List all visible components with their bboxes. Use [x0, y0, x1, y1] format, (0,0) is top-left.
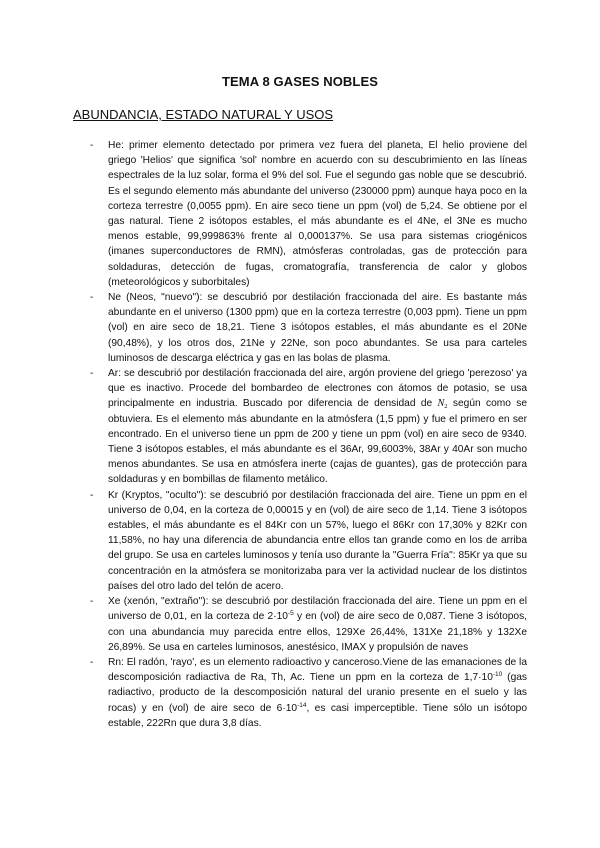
bullet-dash: - — [90, 489, 94, 501]
item-text: Ar: se descubrió por destilación fraccionada del aire, argón proviene del griego 'perezoso' ya que es inactivo. Procede del bombardeo de electrones con átomos de potasio, se usa principalmente en industria. Buscado por diferencia de densidad de — [108, 368, 527, 410]
list-item-neon — [90, 290, 527, 366]
list-item-krypton — [90, 488, 527, 594]
list-item-xenon — [90, 594, 527, 655]
bullet-dash: - — [90, 140, 94, 151]
item-text: Ne (Neos, "nuevo"): se descubrió por destilación fraccionada del aire. Es bastante más abundante en el universo (1300 ppm) que en la corteza terrestre (0,003 ppm). Tiene un ppm (vol) en aire seco de 18,21. Tiene 3 isótopos estables, el más abundante es el 20Ne (90,48%), y los otros dos, 21Ne y 22Ne, son poco abundantes. Se usa para carteles luminosos de descarga eléctrica y gas en las bolas de plasma. — [108, 292, 527, 364]
item-text: Kr (Kryptos, "oculto"): se descubrió por destilación fraccionada del aire. Tiene un ppm en el universo de 0,04, en la corteza de 0,00015 y en (vol) de aire seco de 1,14. Tiene 3 isótopos estables, el más abundante es el 84Kr con un 57%, luego el 86Kr con 17,30% y 82Kr con 11,58%, no hay una diferencia de abundancia entre ellos tan grande como en los de arriba del grupo. Se usa en carteles luminosos y tenía uso durante la "Guerra Fría": 85Kr ya que su concentración en la atmósfera se monitorizaba para ver la actividad nuclear de los distintos países del otro lado del telón de acero. — [108, 489, 527, 592]
element-list — [90, 138, 527, 731]
bullet-dash: - — [90, 596, 94, 608]
item-text: Rn: El radón, 'rayo', es un elemento radioactivo y canceroso.Viene de las emanaciones de la descomposición radiactiva de Ra, Th, Ac. Tiene un ppm en la corteza de 1,7·10 — [108, 656, 527, 684]
list-item-helium — [90, 138, 527, 290]
item-text: según como se obtuviera. Es el elemento más abundante en la atmósfera (1,5 ppm) y fue el primero en ser encontrado. En el universo tiene un ppm de 200 y tiene un ppm (vol) en aire seco de 9340. Tiene 3 isótopos estables, el más abundante es el 36Ar, 99,6003%, 38Ar y 40Ar son mucho menos abundantes. Se usa en atmósfera inerte (cajas de guantes), gas de protección para soldaduras y en bombillas de filamento metálico. — [108, 398, 527, 486]
exponent: -14 — [297, 701, 307, 709]
item-text: y en (vol) de aire seco de 0,087. Tiene 3 isótopos, con una abundancia muy parecida entre ellos, 129Xe 26,44%, 131Xe 21,18% y 132Xe 26,89%. Se usa en carteles luminosos, anestésico, IMAX y propulsión de naves — [108, 611, 527, 653]
formula-symbol: N — [437, 398, 445, 410]
list-item-argon — [90, 366, 527, 488]
section-heading: ABUNDANCIA, ESTADO NATURAL Y USOS — [73, 107, 334, 122]
bullet-dash: - — [90, 368, 94, 380]
bullet-dash: - — [90, 292, 94, 304]
item-text: He: primer elemento detectado por primera vez fuera del planeta, El helio proviene del griego 'Helios' que significa 'sol' nombre en acuerdo con su descubrimiento en las líneas espectrales de la luz solar, forma el 9% del sol. Fue el segundo gas noble que se descubrió. Es el segundo elemento más abundante del universo (230000 ppm) aunque haya poco en la corteza terrestre (0,0055 ppm). En aire seco tiene un ppm (vol) de 5,24. Se obtiene por el gas natural. Tiene 2 isótopos estables, el más abundante es el 4Ne, el 3Ne es mucho menos estable, 99,999863% frente al 0,000137%. Se usa para sistemas criogénicos (imanes superconductores de RMN), atmósferas controladas, gas de protección para soldaduras, detección de fugas, cromatografía, transferencia de calor y globos (meteorológicos y suborbitales) — [108, 140, 527, 288]
exponent: -10 — [492, 671, 503, 679]
n2-formula — [438, 398, 448, 409]
page-title: TEMA 8 GASES NOBLES — [222, 74, 378, 89]
item-text: (gas radiactivo, producto de la descomposición natural del uranio presente en el suelo y las rocas) y en (vol) de aire seco de 6·10 — [108, 672, 527, 714]
item-text: , es casi imperceptible. Tiene sólo un isótopo estable, 222Rn que dura 3,8 días. — [108, 702, 527, 729]
formula-subscript: 2 — [444, 403, 448, 411]
bullet-dash: - — [90, 656, 94, 668]
list-item-radon — [90, 655, 527, 731]
item-text: Xe (xenón, "extraño"): se descubrió por destilación fraccionada del aire. Tiene un ppm en el universo de 0,01, en la corteza de 2·10 — [108, 596, 527, 623]
exponent: -5 — [287, 610, 294, 618]
